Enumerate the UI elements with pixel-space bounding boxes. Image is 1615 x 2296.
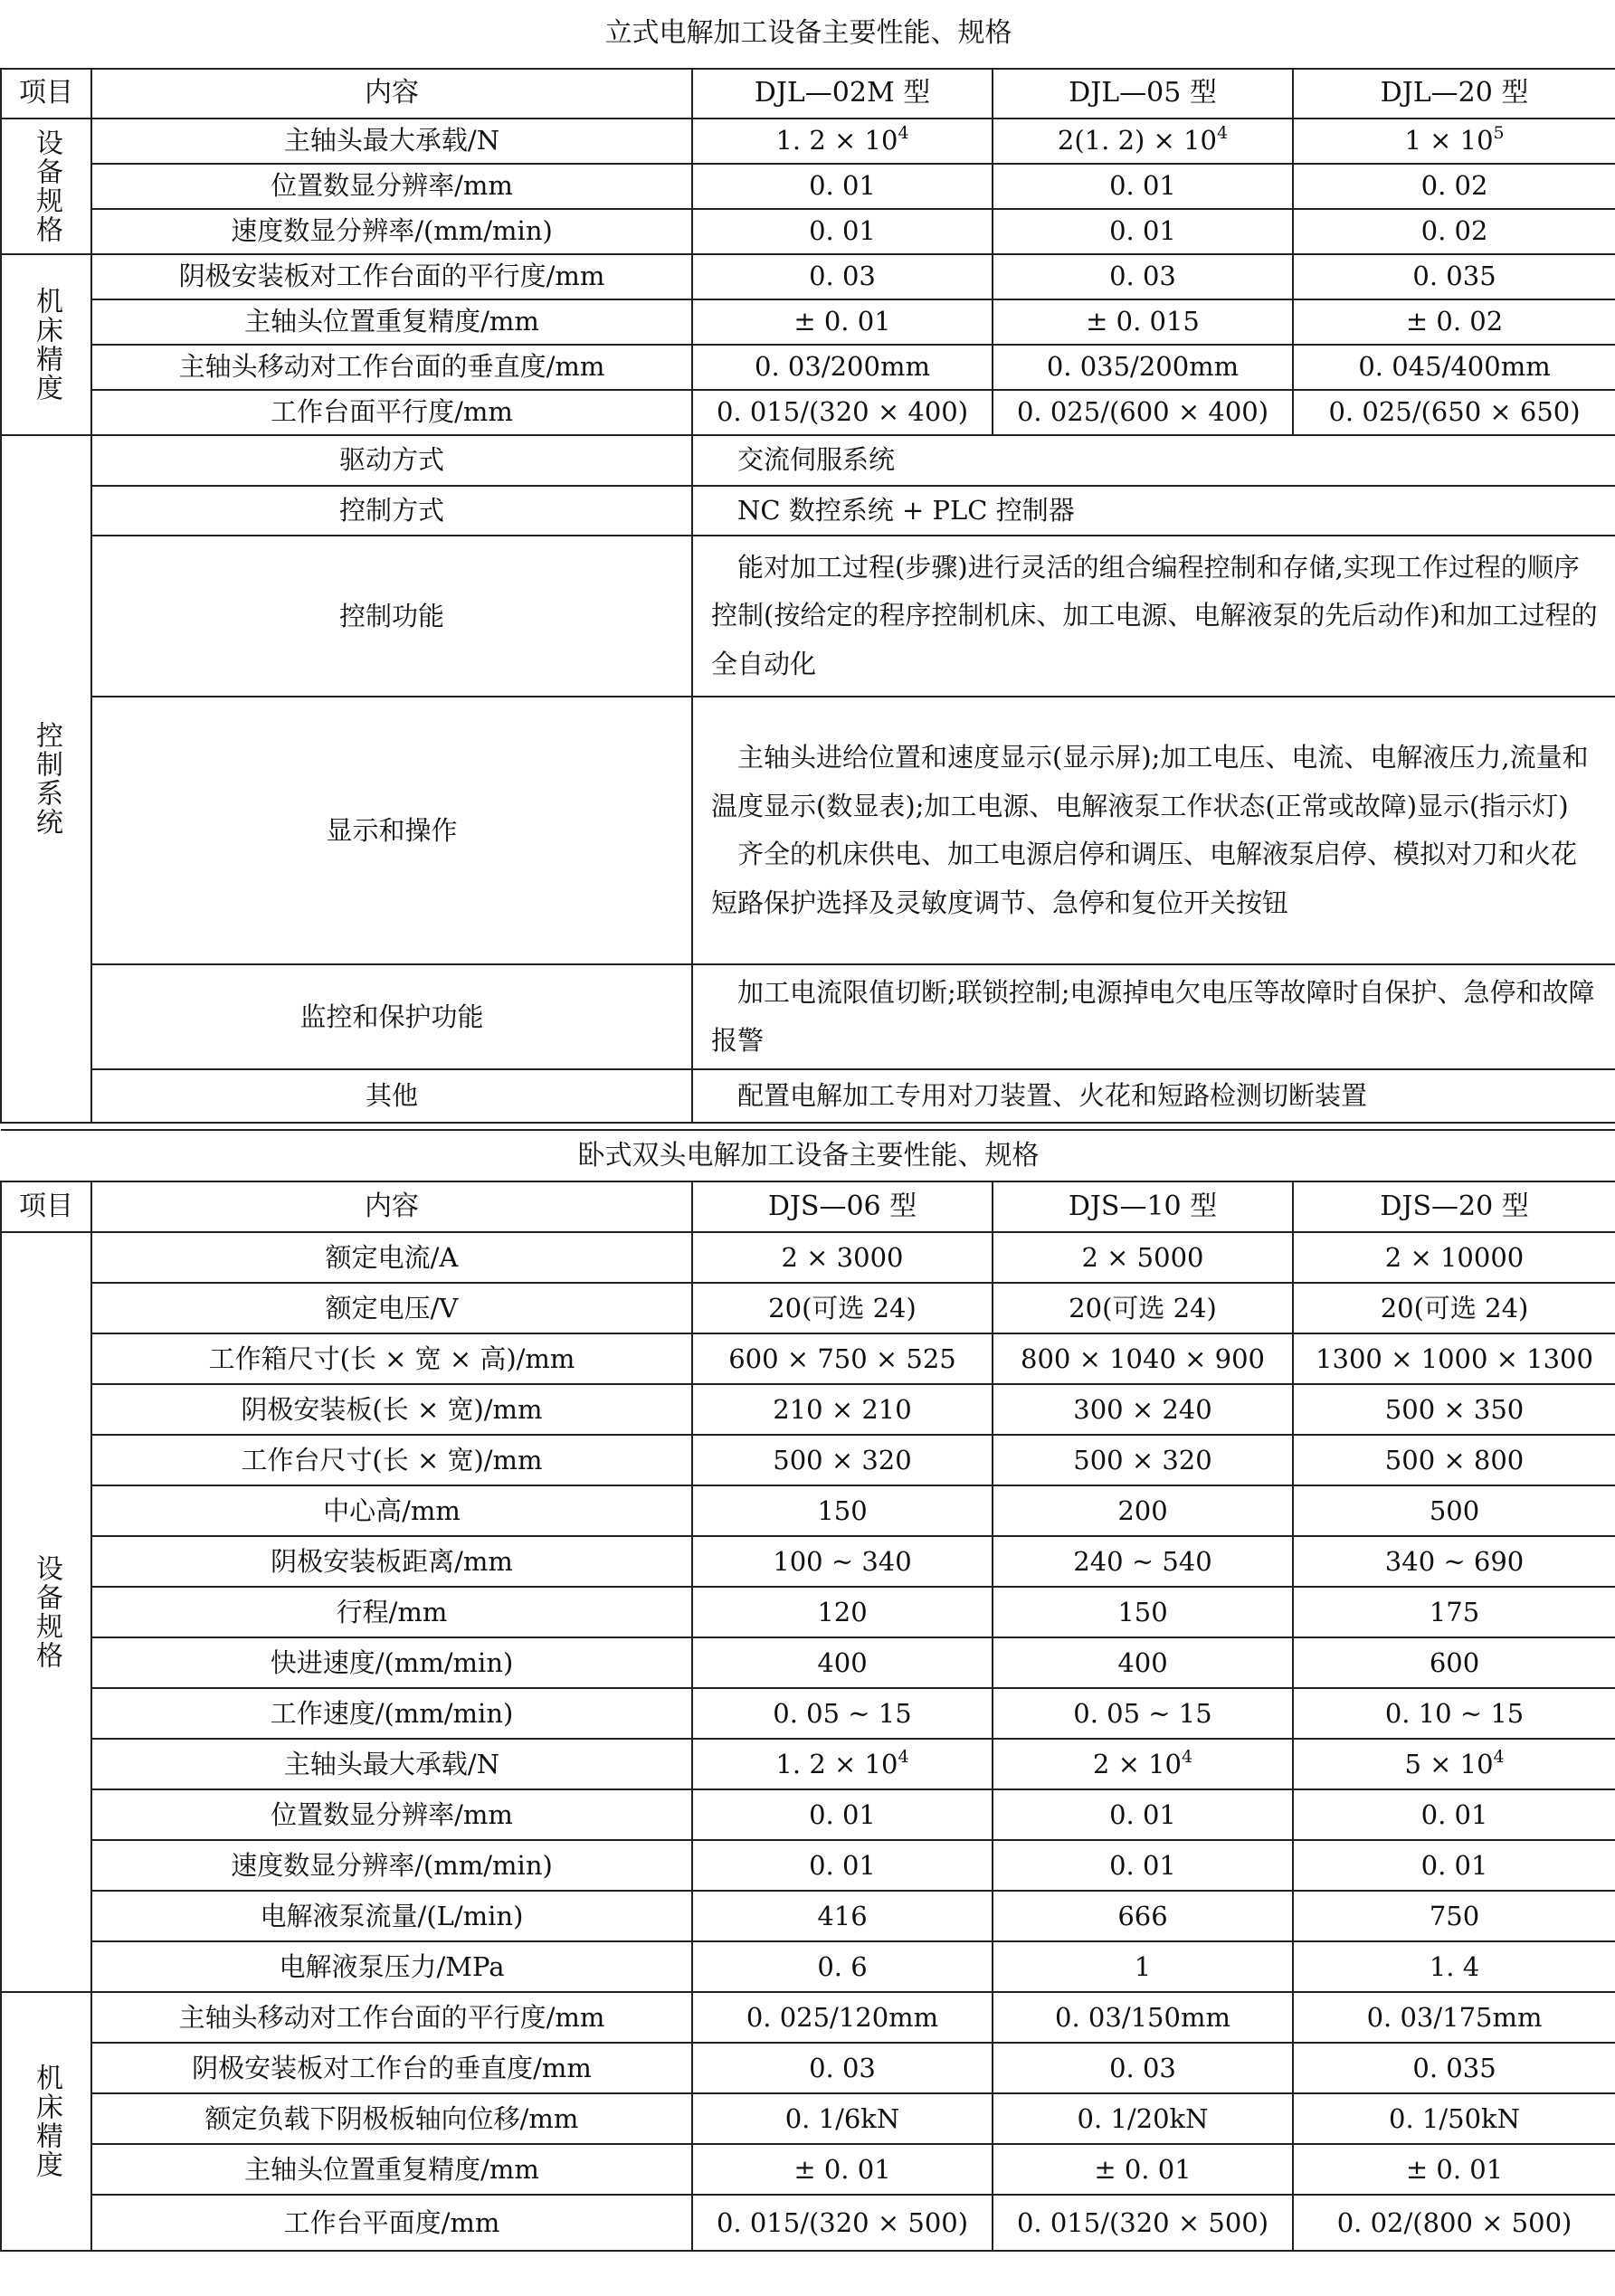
value-cell xyxy=(993,2043,1293,2093)
value-cell xyxy=(1293,1992,1615,2043)
value-cell xyxy=(1293,1840,1615,1891)
value-text: ± 0. 01 xyxy=(793,306,891,337)
value-text: 0. 015/(320 × 400) xyxy=(716,396,969,428)
group-label: 机床精度 xyxy=(31,2064,62,2180)
value-text: ± 0. 01 xyxy=(793,2153,891,2185)
value-text: 0. 02 xyxy=(1420,215,1488,247)
value-text: 0. 03 xyxy=(1109,2052,1176,2083)
value-cell xyxy=(692,254,993,299)
description-cell xyxy=(692,964,1615,1069)
column-header: DJL—02M 型 xyxy=(692,69,993,119)
table-row xyxy=(1,1891,1615,1941)
value-text: 0. 01 xyxy=(809,1798,876,1830)
table-row xyxy=(1,1384,1615,1435)
value-text: 340 ~ 690 xyxy=(1384,1545,1525,1577)
value-text: 120 xyxy=(817,1596,868,1627)
value-text: 0. 01 xyxy=(1420,1798,1488,1830)
value-exponent: 4 xyxy=(898,123,909,144)
value-cell xyxy=(1293,1283,1615,1333)
description-paragraph: 主轴头进给位置和速度显示(显示屏);加工电压、电流、电解液压力,流量和温度显示(数显表);加工电源、电解液泵工作状态(正常或故障)显示(指示灯) xyxy=(711,742,1589,821)
value-cell xyxy=(1293,1789,1615,1840)
value-cell xyxy=(1293,1435,1615,1485)
value-cell xyxy=(1293,1232,1615,1283)
value-cell xyxy=(1293,209,1615,254)
value-text: 0. 03/150mm xyxy=(1055,2001,1230,2033)
value-cell xyxy=(1293,1587,1615,1637)
value-cell xyxy=(692,1333,993,1384)
row-label: 额定负载下阴极板轴向位移/mm xyxy=(91,2093,692,2144)
table-header-row xyxy=(1,1181,1615,1232)
table-row xyxy=(1,1485,1615,1536)
value-cell xyxy=(692,1739,993,1789)
value-text: 0. 01 xyxy=(1420,1849,1488,1881)
value-cell xyxy=(993,2144,1293,2195)
row-label: 主轴头最大承载/N xyxy=(91,119,692,164)
group-label: 控制系统 xyxy=(31,721,62,838)
value-text: 0. 01 xyxy=(809,170,876,202)
value-cell xyxy=(1293,1485,1615,1536)
value-cell xyxy=(692,1485,993,1536)
value-text: 0. 6 xyxy=(817,1950,868,1982)
table-row xyxy=(1,2144,1615,2195)
value-cell xyxy=(692,1536,993,1587)
value-exponent: 5 xyxy=(1493,123,1505,144)
value-text: 0. 01 xyxy=(1109,170,1176,202)
value-cell xyxy=(993,1739,1293,1789)
group-cell xyxy=(1,1992,91,2251)
value-cell xyxy=(993,1587,1293,1637)
column-header: DJS—10 型 xyxy=(993,1181,1293,1232)
column-header: DJL—20 型 xyxy=(1293,69,1615,119)
column-header: 项目 xyxy=(1,1181,91,1232)
row-label: 工作台尺寸(长 × 宽)/mm xyxy=(91,1435,692,1485)
column-header: DJS—20 型 xyxy=(1293,1181,1615,1232)
table-row xyxy=(1,1789,1615,1840)
value-text: 0. 02 xyxy=(1420,170,1488,202)
row-label: 显示和操作 xyxy=(91,697,692,964)
row-label: 控制功能 xyxy=(91,536,692,697)
value-text: 0. 035 xyxy=(1412,261,1496,292)
value-text: 0. 1/6kN xyxy=(784,2102,900,2134)
value-cell xyxy=(692,1840,993,1891)
value-cell xyxy=(993,345,1293,390)
table-row xyxy=(1,119,1615,164)
description-paragraph: 配置电解加工专用对刀装置、火花和短路检测切断装置 xyxy=(737,1079,1368,1111)
value-text: 300 × 240 xyxy=(1073,1393,1212,1425)
value-text: 2 × 3000 xyxy=(781,1241,904,1273)
value-text: 600 × 750 × 525 xyxy=(728,1342,956,1374)
table-title: 立式电解加工设备主要性能、规格 xyxy=(1,0,1615,69)
value-cell xyxy=(692,2195,993,2251)
description-cell xyxy=(692,697,1615,964)
value-text: 0. 03 xyxy=(809,261,876,292)
row-label: 驱动方式 xyxy=(91,435,692,486)
group-cell xyxy=(1,119,91,254)
table-row xyxy=(1,536,1615,697)
value-cell xyxy=(993,254,1293,299)
group-label: 设备规格 xyxy=(31,1554,62,1671)
separator-cell xyxy=(1,1123,1615,1130)
value-text: 0. 035/200mm xyxy=(1046,351,1240,383)
table-row xyxy=(1,435,1615,486)
value-text: 240 ~ 540 xyxy=(1073,1545,1212,1577)
row-label: 额定电流/A xyxy=(91,1232,692,1283)
row-label: 速度数显分辨率/(mm/min) xyxy=(91,1840,692,1891)
row-label: 其他 xyxy=(91,1069,692,1123)
value-exponent: 4 xyxy=(1216,123,1229,144)
value-cell xyxy=(1293,1739,1615,1789)
value-cell xyxy=(1293,2093,1615,2144)
value-text: 0. 01 xyxy=(809,215,876,247)
description-cell xyxy=(692,435,1615,486)
value-cell xyxy=(692,1283,993,1333)
value-cell xyxy=(692,2043,993,2093)
table-row xyxy=(1,209,1615,254)
table-row xyxy=(1,1688,1615,1739)
value-cell xyxy=(993,1840,1293,1891)
row-label: 阴极安装板(长 × 宽)/mm xyxy=(91,1384,692,1435)
value-exponent: 4 xyxy=(1493,1746,1505,1767)
group-cell xyxy=(1,254,91,435)
value-cell xyxy=(1293,299,1615,345)
row-label: 主轴头位置重复精度/mm xyxy=(91,299,692,345)
value-text: 175 xyxy=(1429,1596,1480,1627)
value-text: 0. 015/(320 × 500) xyxy=(1016,2206,1269,2238)
value-text: 1. 2 × 10 xyxy=(775,125,898,157)
value-text: 0. 015/(320 × 500) xyxy=(716,2206,969,2238)
table-header-row xyxy=(1,69,1615,119)
value-cell xyxy=(993,1789,1293,1840)
row-label: 行程/mm xyxy=(91,1587,692,1637)
value-text: 0. 01 xyxy=(1109,1849,1176,1881)
value-text: 0. 03/200mm xyxy=(755,351,930,383)
table-row xyxy=(1,1637,1615,1688)
value-text: 2 × 10 xyxy=(1092,1748,1182,1779)
value-text: 0. 045/400mm xyxy=(1358,351,1551,383)
table-row xyxy=(1,254,1615,299)
value-cell xyxy=(993,1485,1293,1536)
value-text: 1 × 10 xyxy=(1404,125,1494,157)
column-header: DJS—06 型 xyxy=(692,1181,993,1232)
description-paragraph: 能对加工过程(步骤)进行灵活的组合编程控制和存储,实现工作过程的顺序控制(按给定的程序控制机床、加工电源、电解液泵的先后动作)和加工过程的全自动化 xyxy=(711,551,1598,680)
table-title-row xyxy=(1,0,1615,69)
value-cell xyxy=(692,1789,993,1840)
value-text: 0. 01 xyxy=(1109,1798,1176,1830)
value-text: 400 xyxy=(1117,1646,1168,1678)
value-cell xyxy=(692,164,993,209)
value-cell xyxy=(692,299,993,345)
table-row xyxy=(1,1840,1615,1891)
value-text: 20(可选 24) xyxy=(768,1292,917,1324)
value-cell xyxy=(692,1637,993,1688)
value-text: 0. 1/20kN xyxy=(1077,2102,1209,2134)
table-row xyxy=(1,1283,1615,1333)
value-cell xyxy=(692,119,993,164)
value-text: 0. 025/(650 × 650) xyxy=(1328,396,1581,428)
row-label: 额定电压/V xyxy=(91,1283,692,1333)
description-paragraph: 加工电流限值切断;联锁控制;电源掉电欠电压等故障时自保护、急停和故障报警 xyxy=(711,976,1595,1057)
value-text: 0. 05 ~ 15 xyxy=(773,1697,912,1729)
value-text: 20(可选 24) xyxy=(1380,1292,1529,1324)
value-text: 500 × 320 xyxy=(773,1444,912,1475)
value-cell xyxy=(1293,164,1615,209)
value-cell xyxy=(692,1941,993,1992)
group-label: 设备规格 xyxy=(31,128,62,244)
table-row xyxy=(1,1333,1615,1384)
value-cell xyxy=(1293,119,1615,164)
row-label: 工作箱尺寸(长 × 宽 × 高)/mm xyxy=(91,1333,692,1384)
value-cell xyxy=(993,1637,1293,1688)
value-cell xyxy=(993,1536,1293,1587)
value-cell xyxy=(993,390,1293,435)
description-paragraph: 齐全的机床供电、加工电源启停和调压、电解液泵启停、模拟对刀和火花短路保护选择及灵敏度调节、急停和复位开关按钮 xyxy=(711,839,1578,918)
value-cell xyxy=(692,1587,993,1637)
row-label: 工作速度/(mm/min) xyxy=(91,1688,692,1739)
value-text: 750 xyxy=(1429,1900,1480,1931)
value-cell xyxy=(993,164,1293,209)
value-text: 400 xyxy=(817,1646,868,1678)
value-text: 100 ~ 340 xyxy=(773,1545,912,1577)
value-text: 0. 025/(600 × 400) xyxy=(1016,396,1269,428)
value-text: 20(可选 24) xyxy=(1069,1292,1217,1324)
value-text: 500 × 320 xyxy=(1073,1444,1212,1475)
table-title: 卧式双头电解加工设备主要性能、规格 xyxy=(1,1130,1615,1181)
value-text: 800 × 1040 × 900 xyxy=(1021,1342,1265,1374)
table-row xyxy=(1,1739,1615,1789)
value-text: 0. 10 ~ 15 xyxy=(1384,1697,1525,1729)
value-text: 666 xyxy=(1117,1900,1168,1931)
row-label: 工作台面平行度/mm xyxy=(91,390,692,435)
value-text: 150 xyxy=(1117,1596,1168,1627)
row-label: 电解液泵流量/(L/min) xyxy=(91,1891,692,1941)
value-cell xyxy=(993,1435,1293,1485)
value-cell xyxy=(692,1992,993,2043)
value-text: 1 xyxy=(1134,1950,1152,1982)
value-cell xyxy=(692,1891,993,1941)
value-text: 0. 025/120mm xyxy=(746,2001,939,2033)
table-row xyxy=(1,164,1615,209)
row-label: 主轴头最大承载/N xyxy=(91,1739,692,1789)
table-row xyxy=(1,2043,1615,2093)
table-row xyxy=(1,345,1615,390)
value-cell xyxy=(993,1891,1293,1941)
table-row xyxy=(1,390,1615,435)
row-label: 中心高/mm xyxy=(91,1485,692,1536)
column-header: 内容 xyxy=(91,69,692,119)
row-label: 位置数显分辨率/mm xyxy=(91,164,692,209)
value-text: 0. 02/(800 × 500) xyxy=(1336,2206,1572,2238)
value-text: 150 xyxy=(817,1494,868,1526)
value-exponent: 4 xyxy=(898,1746,909,1767)
value-text: ± 0. 01 xyxy=(1094,2153,1192,2185)
value-text: 1. 2 × 10 xyxy=(775,1748,898,1779)
row-label: 快进速度/(mm/min) xyxy=(91,1637,692,1688)
table-row xyxy=(1,2093,1615,2144)
value-text: ± 0. 015 xyxy=(1086,306,1200,337)
row-label: 电解液泵压力/MPa xyxy=(91,1941,692,1992)
value-cell xyxy=(692,1384,993,1435)
row-label: 主轴头位置重复精度/mm xyxy=(91,2144,692,2195)
value-cell xyxy=(1293,1637,1615,1688)
description-paragraph: NC 数控系统 + PLC 控制器 xyxy=(737,494,1075,526)
value-exponent: 4 xyxy=(1182,1746,1193,1767)
value-cell xyxy=(1293,2195,1615,2251)
group-cell xyxy=(1,435,91,1123)
value-cell xyxy=(993,299,1293,345)
value-text: 0. 035 xyxy=(1412,2052,1496,2083)
value-text: 1. 4 xyxy=(1429,1950,1480,1982)
value-text: ± 0. 01 xyxy=(1405,2153,1504,2185)
value-text: 600 xyxy=(1429,1646,1480,1678)
value-cell xyxy=(993,119,1293,164)
description-cell xyxy=(692,1069,1615,1123)
row-label: 阴极安装板距离/mm xyxy=(91,1536,692,1587)
value-cell xyxy=(993,1283,1293,1333)
value-cell xyxy=(1293,1688,1615,1739)
row-label: 工作台平面度/mm xyxy=(91,2195,692,2251)
table-separator xyxy=(1,1123,1615,1130)
value-cell xyxy=(1293,1333,1615,1384)
value-cell xyxy=(993,1384,1293,1435)
value-cell xyxy=(1293,254,1615,299)
description-paragraph: 交流伺服系统 xyxy=(737,444,896,475)
value-text: 500 xyxy=(1429,1494,1480,1526)
table-row xyxy=(1,486,1615,536)
value-cell xyxy=(993,1992,1293,2043)
value-cell xyxy=(692,2144,993,2195)
table-row xyxy=(1,1069,1615,1123)
value-cell xyxy=(1293,1536,1615,1587)
value-cell xyxy=(692,390,993,435)
group-cell xyxy=(1,1232,91,1992)
row-label: 阴极安装板对工作台面的平行度/mm xyxy=(91,254,692,299)
table-row xyxy=(1,1992,1615,2043)
value-text: 0. 05 ~ 15 xyxy=(1073,1697,1212,1729)
table-row xyxy=(1,299,1615,345)
table-row xyxy=(1,1232,1615,1283)
table-row xyxy=(1,1941,1615,1992)
column-header: 内容 xyxy=(91,1181,692,1232)
column-header: 项目 xyxy=(1,69,91,119)
value-cell xyxy=(1293,390,1615,435)
table-row xyxy=(1,1587,1615,1637)
value-cell xyxy=(993,1688,1293,1739)
value-text: 0. 03 xyxy=(809,2052,876,2083)
value-cell xyxy=(692,1435,993,1485)
value-cell xyxy=(993,2195,1293,2251)
value-text: 200 xyxy=(1117,1494,1168,1526)
value-text: 2(1. 2) × 10 xyxy=(1057,125,1217,157)
table-row xyxy=(1,2195,1615,2251)
table-row xyxy=(1,1435,1615,1485)
table-row xyxy=(1,964,1615,1069)
column-header: DJL—05 型 xyxy=(993,69,1293,119)
value-text: 1300 × 1000 × 1300 xyxy=(1316,1342,1593,1374)
value-text: 0. 01 xyxy=(809,1849,876,1881)
row-label: 位置数显分辨率/mm xyxy=(91,1789,692,1840)
row-label: 主轴头移动对工作台面的垂直度/mm xyxy=(91,345,692,390)
value-cell xyxy=(993,1232,1293,1283)
value-cell xyxy=(1293,345,1615,390)
value-text: 0. 03 xyxy=(1109,261,1176,292)
value-text: 5 × 10 xyxy=(1404,1748,1494,1779)
description-cell xyxy=(692,486,1615,536)
value-cell xyxy=(692,1232,993,1283)
value-cell xyxy=(692,345,993,390)
value-cell xyxy=(1293,2144,1615,2195)
row-label: 阴极安装板对工作台的垂直度/mm xyxy=(91,2043,692,2093)
value-cell xyxy=(993,2093,1293,2144)
value-cell xyxy=(1293,1941,1615,1992)
value-text: 2 × 10000 xyxy=(1384,1241,1525,1273)
value-cell xyxy=(1293,2043,1615,2093)
value-text: ± 0. 02 xyxy=(1405,306,1504,337)
value-cell xyxy=(1293,1891,1615,1941)
table-title-row xyxy=(1,1130,1615,1181)
group-label: 机床精度 xyxy=(31,287,62,403)
row-label: 监控和保护功能 xyxy=(91,964,692,1069)
value-cell xyxy=(692,1688,993,1739)
value-cell xyxy=(993,1333,1293,1384)
row-label: 速度数显分辨率/(mm/min) xyxy=(91,209,692,254)
row-label: 主轴头移动对工作台面的平行度/mm xyxy=(91,1992,692,2043)
value-text: 500 × 350 xyxy=(1384,1393,1525,1425)
value-text: 0. 01 xyxy=(1109,215,1176,247)
value-cell xyxy=(692,2093,993,2144)
value-cell xyxy=(993,1941,1293,1992)
value-text: 0. 03/175mm xyxy=(1366,2001,1543,2033)
description-cell xyxy=(692,536,1615,697)
value-cell xyxy=(993,209,1293,254)
value-cell xyxy=(692,209,993,254)
value-cell xyxy=(1293,1384,1615,1435)
table-row xyxy=(1,1536,1615,1587)
row-label: 控制方式 xyxy=(91,486,692,536)
value-text: 416 xyxy=(817,1900,868,1931)
value-text: 500 × 800 xyxy=(1384,1444,1525,1475)
value-text: 0. 1/50kN xyxy=(1389,2102,1521,2134)
value-text: 210 × 210 xyxy=(773,1393,912,1425)
value-text: 2 × 5000 xyxy=(1081,1241,1204,1273)
table-row xyxy=(1,697,1615,964)
